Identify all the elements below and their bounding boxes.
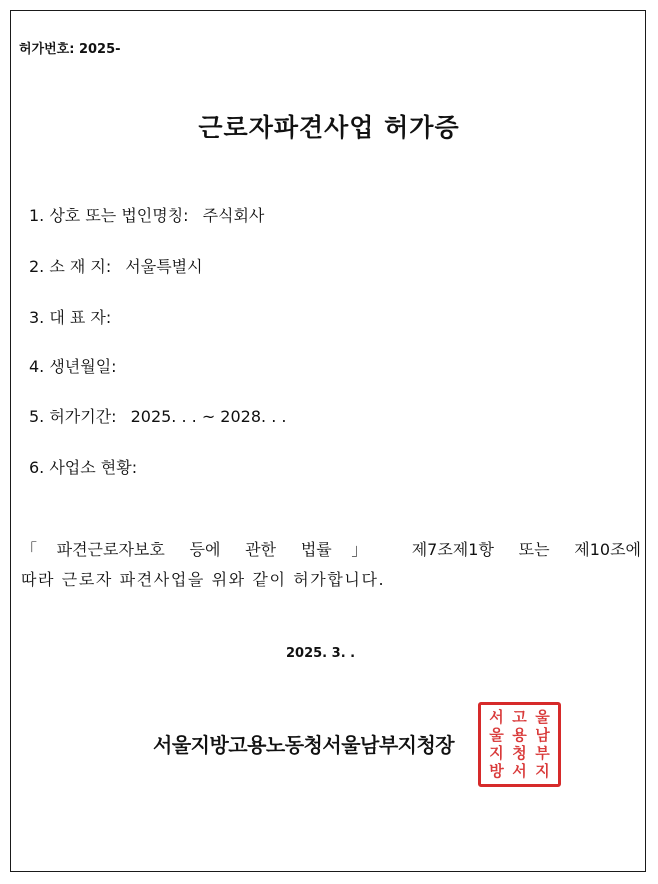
- seal-char: 지: [489, 743, 504, 762]
- seal-characters: [485, 709, 554, 780]
- legal-statement: [21, 535, 641, 595]
- legal-statement-line-1: 「파견근로자보호 등에 관한 법률」 제7조제1항 또는 제10조에: [21, 540, 641, 559]
- seal-char: 고: [512, 708, 527, 727]
- issuer-name: 서울지방고용노동청서울남부지청장: [153, 733, 455, 757]
- field-value: 서울특별시: [125, 257, 203, 276]
- field-label: 4. 생년월일:: [29, 357, 117, 376]
- field-company-name: [29, 203, 264, 226]
- field-representative: [29, 305, 125, 328]
- issue-date: 2025. 3. .: [286, 646, 356, 661]
- seal-char: 울: [535, 708, 550, 727]
- seal-char: 울: [489, 726, 504, 745]
- field-value: 주식회사: [202, 206, 265, 225]
- seal-char: 청: [512, 743, 527, 762]
- official-seal: [478, 702, 561, 787]
- permit-number: 허가번호: 2025-: [19, 42, 121, 57]
- seal-char: 남: [535, 726, 550, 745]
- field-label: 2. 소 재 지:: [29, 257, 112, 276]
- field-label: 6. 사업소 현황:: [29, 458, 138, 477]
- field-birthdate: [29, 354, 131, 377]
- legal-statement-line-2: 따라 근로자 파견사업을 위와 같이 허가합니다.: [21, 570, 386, 589]
- field-label: 1. 상호 또는 법인명칭:: [29, 206, 189, 225]
- seal-char: 부: [535, 743, 550, 762]
- seal-char: 용: [512, 726, 527, 745]
- field-label: 3. 대 표 자:: [29, 308, 112, 327]
- field-value: 2025. . . ~ 2028. . .: [130, 407, 287, 426]
- seal-char: 지: [535, 761, 550, 780]
- seal-char: 서: [489, 708, 504, 727]
- field-business-sites: [29, 455, 151, 478]
- field-permit-period: [29, 404, 286, 427]
- field-label: 5. 허가기간:: [29, 407, 117, 426]
- field-address: [29, 254, 203, 277]
- seal-char: 방: [489, 761, 504, 780]
- seal-char: 서: [512, 761, 527, 780]
- document-title: 근로자파견사업 허가증: [198, 113, 460, 142]
